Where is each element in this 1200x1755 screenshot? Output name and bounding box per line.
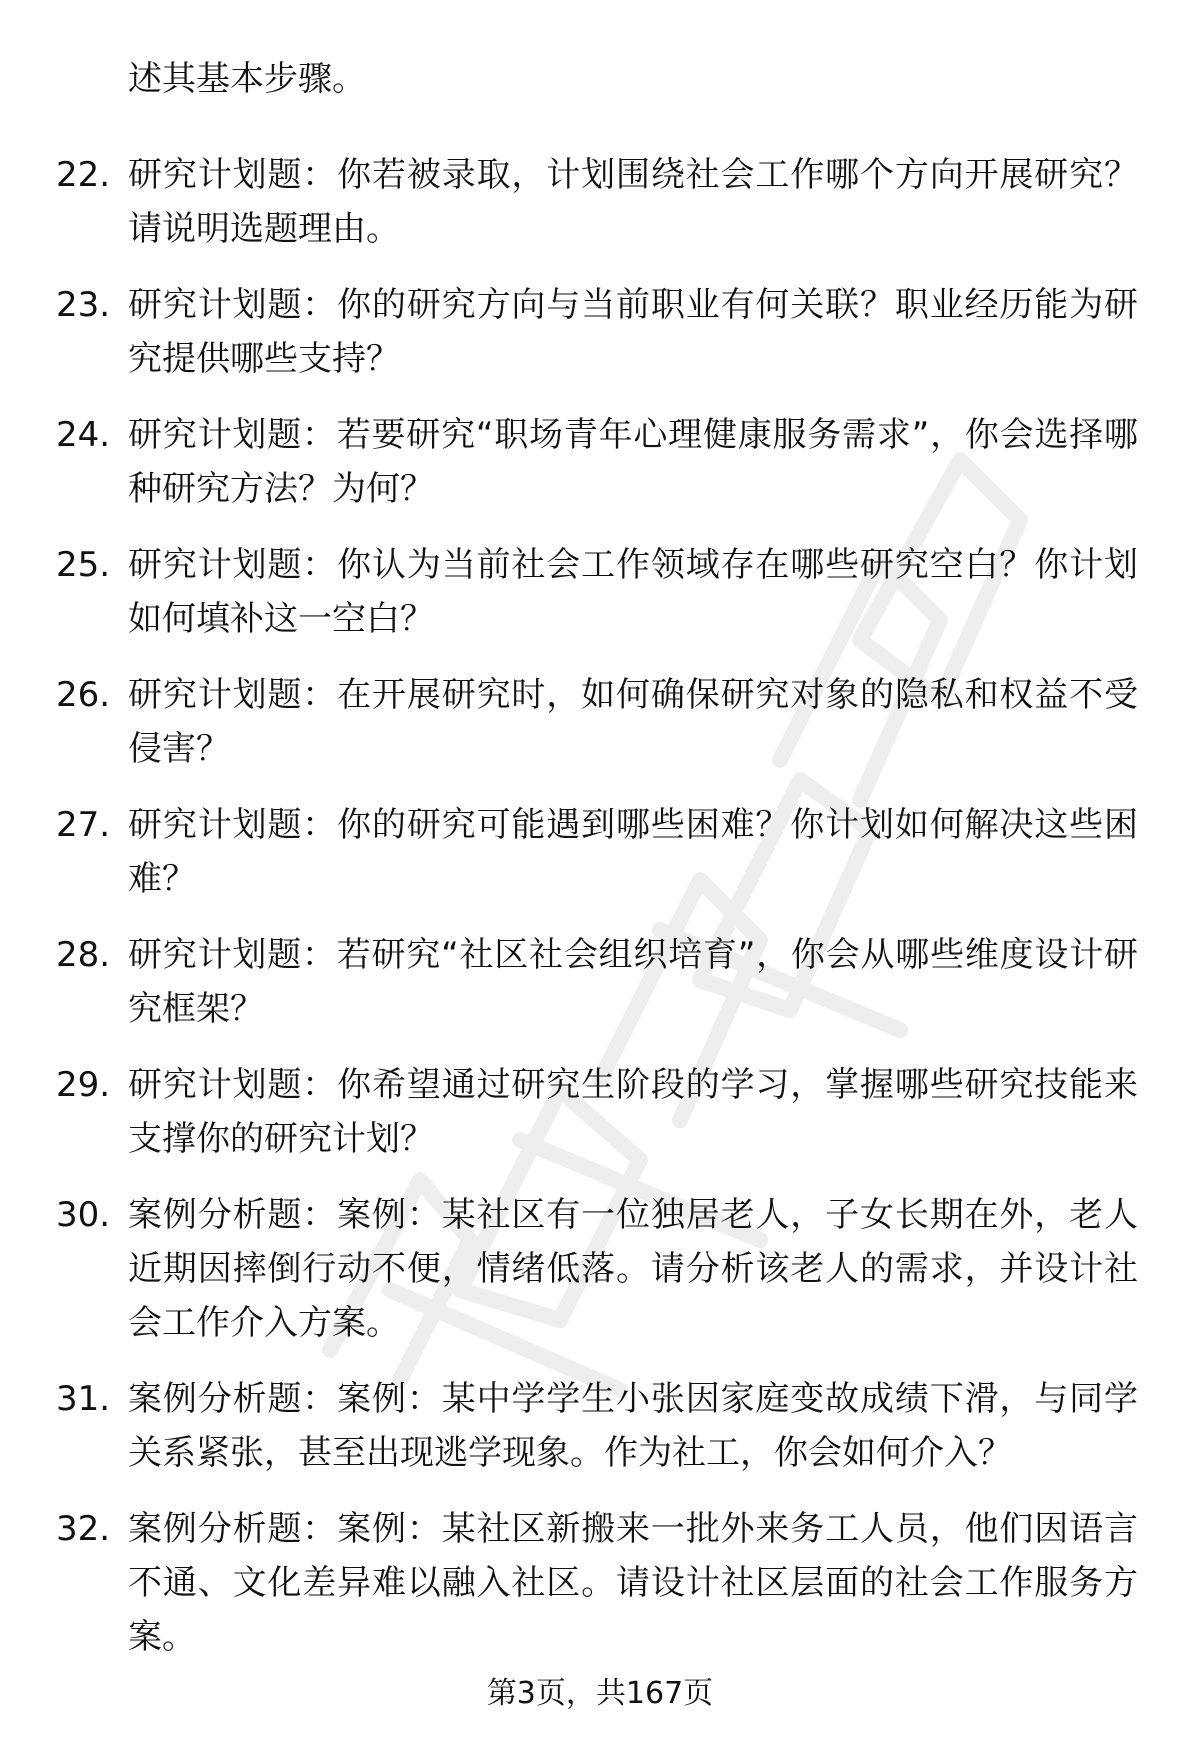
question-number: 29. xyxy=(56,1065,111,1105)
question-number: 28. xyxy=(56,935,111,975)
question-number: 23. xyxy=(56,285,111,325)
page-footer: 第3页，共167页 xyxy=(486,1676,714,1711)
question-number: 31. xyxy=(56,1379,111,1419)
question-text: 研究计划题：你认为当前社会工作领域存在哪些研究空白？你计划如何填补这一空白？ xyxy=(128,545,1138,639)
question-text: 案例分析题：案例：某社区有一位独居老人，子女长期在外，老人近期因摔倒行动不便，情绪低落。请分析该老人的需求，并设计社会工作介入方案。 xyxy=(128,1195,1138,1343)
question-text: 研究计划题：你的研究方向与当前职业有何关联？职业经历能为研究提供哪些支持？ xyxy=(128,285,1138,379)
question-text: 研究计划题：你的研究可能遇到哪些困难？你计划如何解决这些困难？ xyxy=(128,805,1138,899)
question-text: 案例分析题：案例：某中学学生小张因家庭变故成绩下滑，与同学关系紧张，甚至出现逃学现象。作为社工，你会如何介入？ xyxy=(128,1379,1138,1473)
question-text: 案例分析题：案例：某社区新搬来一批外来务工人员，他们因语言不通、文化差异难以融入社区。请设计社区层面的社会工作服务方案。 xyxy=(128,1509,1138,1657)
continuation-text: 述其基本步骤。 xyxy=(128,59,366,99)
question-text: 研究计划题：你若被录取，计划围绕社会工作哪个方向开展研究？请说明选题理由。 xyxy=(128,155,1138,249)
question-number: 26. xyxy=(56,675,111,715)
question-number: 22. xyxy=(56,155,111,195)
question-number: 30. xyxy=(56,1195,111,1235)
question-number: 25. xyxy=(56,545,111,585)
question-text: 研究计划题：若要研究“职场青年心理健康服务需求”，你会选择哪种研究方法？为何？ xyxy=(128,415,1138,509)
question-text: 研究计划题：在开展研究时，如何确保研究对象的隐私和权益不受侵害？ xyxy=(128,675,1138,769)
question-number: 32. xyxy=(56,1509,111,1549)
question-number: 27. xyxy=(56,805,111,845)
question-number: 24. xyxy=(56,415,111,455)
question-text: 研究计划题：若研究“社区社会组织培育”，你会从哪些维度设计研究框架？ xyxy=(128,935,1138,1029)
question-text: 研究计划题：你希望通过研究生阶段的学习，掌握哪些研究技能来支撑你的研究计划？ xyxy=(128,1065,1138,1159)
